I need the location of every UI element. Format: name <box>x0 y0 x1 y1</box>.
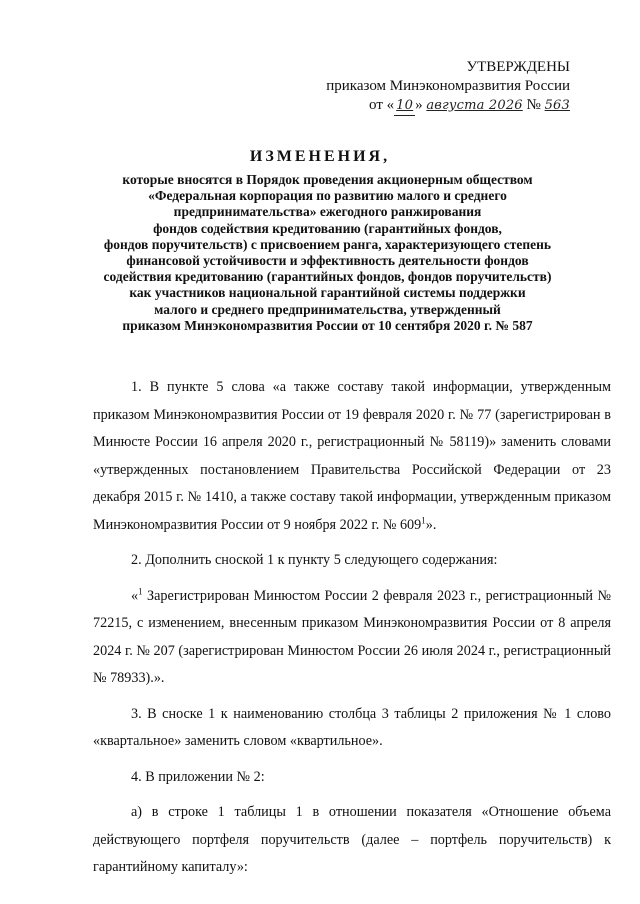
paragraph-6: а) в строке 1 таблицы 1 в отношении показателя «Отношение объема действующего портфеля поручительств (далее – портфель поручительств) к гарантийному капиталу»: <box>93 804 611 875</box>
date-separator: » <box>415 97 423 113</box>
date-prefix: от « <box>369 97 395 113</box>
paragraph-5: 4. В приложении № 2: <box>131 768 265 785</box>
footnote-ref: 1 <box>421 514 426 525</box>
subtitle-line: фондов поручительств) с присвоением ранга, характеризующего степень <box>103 236 552 252</box>
approval-order-line: приказом Минэкономразвития России <box>326 78 570 94</box>
paragraph-1 <box>93 374 611 539</box>
subtitle-line: содействия кредитованию (гарантийных фондов, фондов поручительств) <box>103 269 552 285</box>
document-title: ИЗМЕНЕНИЯ, <box>249 148 391 165</box>
number-prefix: № <box>526 97 541 113</box>
paragraph-3-text: Зарегистрирован Минюстом России 2 февраля 2023 г., регистрационный № 72215, с изменением, внесенным приказом Минэкономразвития России от 8 апреля 2024 г. № 207 (зарегистрирован Минюстом России 26 июля 2024 г., регистрационный № 78933).». <box>93 587 611 686</box>
subtitle-line: которые вносятся в Порядок проведения акционерным обществом <box>122 172 533 187</box>
paragraph-1-end: ». <box>425 516 437 533</box>
handwritten-month-year: августа 2026 <box>426 98 523 113</box>
paragraph-3-open-quote: « <box>131 587 139 604</box>
subtitle-line: предпринимательства» ежегодного ранжирования <box>173 204 482 220</box>
paragraph-1-text: 1. В пункте 5 слова «а также составу такой информации, утвержденным приказом Минэкономразвития России от 19 февраля 2020 г. № 77 (зарегистрирован в Минюсте России 16 апреля 2020 г., регистрационный № 58119)» заменить словами «утвержденных постановлением Правительства Российской Федерации от 23 декабря 2015 г. № 1410, а также составу такой информации, утвержденным приказом Минэкономразвития России от 9 ноября 2022 г. № 609 <box>93 379 611 533</box>
approval-date-line <box>270 96 570 116</box>
approval-heading: УТВЕРЖДЕНЫ <box>466 59 570 75</box>
approval-block <box>270 58 570 116</box>
document-body <box>93 374 611 882</box>
subtitle-line: фондов содействия кредитованию (гарантийных фондов, <box>153 220 502 236</box>
subtitle-line: финансовой устойчивости и эффективность деятельности фондов <box>126 253 529 269</box>
handwritten-order-number: 563 <box>544 98 570 113</box>
paragraph-4: 3. В сноске 1 к наименованию столбца 3 таблицы 2 приложения № 1 слово «квартальное» заменить словом «квартильное». <box>93 705 611 749</box>
subtitle-line: малого и среднего предпринимательства, утвержденный <box>154 301 501 317</box>
footnote-mark: 1 <box>138 585 143 596</box>
paragraph-2: 2. Дополнить сноской 1 к пункту 5 следующего содержания: <box>131 552 498 568</box>
subtitle-line: приказом Минэкономразвития России от 10 сентября 2020 г. № 587 <box>122 317 533 333</box>
subtitle-line: как участников национальной гарантийной системы поддержки <box>129 285 526 301</box>
subtitle-line: «Федеральная корпорация по развитию малого и среднего <box>148 188 507 204</box>
handwritten-day: 10 <box>394 96 415 116</box>
document-subtitle <box>60 172 595 334</box>
paragraph-3 <box>93 583 611 693</box>
